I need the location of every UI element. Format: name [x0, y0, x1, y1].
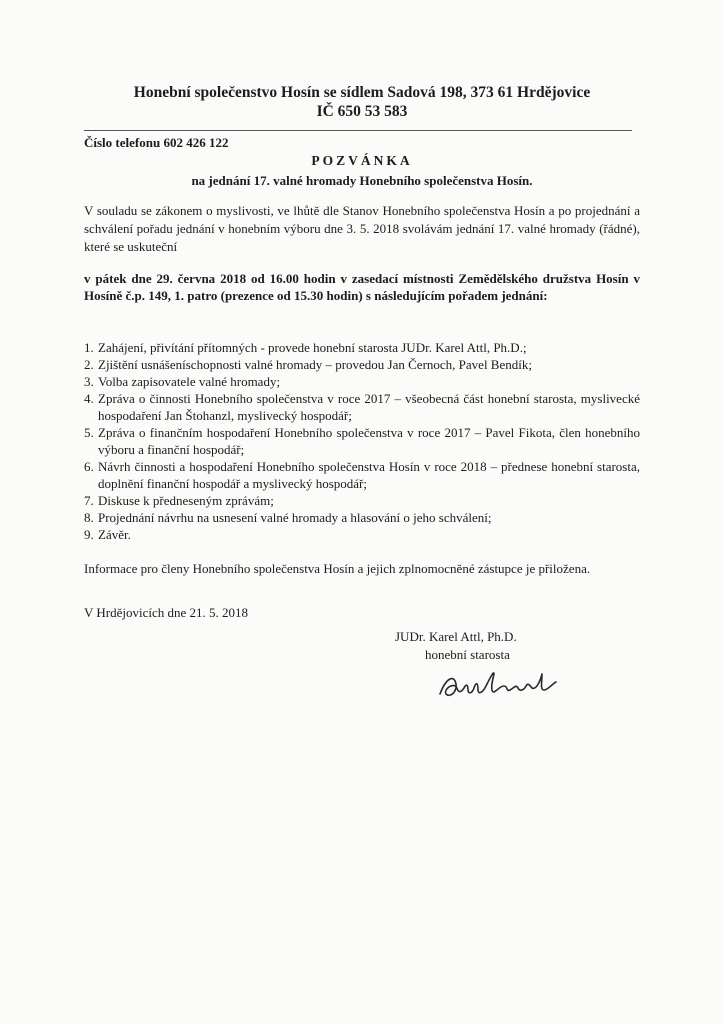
document-subtitle: na jednání 17. valné hromady Honebního společenstva Hosín. [191, 173, 533, 188]
agenda-item [84, 458, 640, 492]
agenda-item [84, 390, 640, 424]
agenda-item [84, 373, 640, 390]
letterhead-org-address: Honební společenstvo Hosín se sídlem Sadová 198, 373 61 Hrdějovice [133, 84, 591, 101]
agenda-item-number: 6. [84, 459, 94, 474]
info-paragraph: Informace pro členy Honebního společenstva Hosín a jejich zplnomocněné zástupce je přiložena. [84, 561, 591, 576]
agenda-item [84, 526, 640, 543]
agenda-item [84, 509, 640, 526]
agenda-item-text: Návrh činnosti a hospodaření Honebního společenstva Hosín v roce 2018 – přednese honební starosta, doplnění finanční hospodář a myslivecký hospodář; [98, 459, 640, 491]
agenda-item-number: 8. [84, 510, 94, 525]
agenda-item [84, 424, 640, 458]
agenda-item-number: 3. [84, 374, 94, 389]
header-divider [84, 130, 632, 131]
agenda-item-text: Zahájení, přivítání přítomných - provede honební starosta JUDr. Karel Attl, Ph.D.; [98, 340, 527, 355]
agenda-item-number: 7. [84, 493, 94, 508]
agenda-item-number: 5. [84, 425, 94, 440]
agenda-item-number: 4. [84, 391, 94, 406]
letterhead-company-id: IČ 650 53 583 [316, 103, 408, 120]
agenda-item-number: 2. [84, 357, 94, 372]
agenda-item-text: Závěr. [98, 527, 131, 542]
agenda-item-text: Diskuse k předneseným zprávám; [98, 493, 274, 508]
agenda-item [84, 339, 640, 356]
agenda-item [84, 356, 640, 373]
agenda-item-text: Volba zapisovatele valné hromady; [98, 374, 281, 389]
letterhead [84, 83, 640, 121]
document-title: POZVÁNKA [311, 153, 413, 168]
phone-number: Číslo telefonu 602 426 122 [84, 135, 229, 150]
signatory-role: honební starosta [425, 647, 510, 662]
agenda-item-number: 1. [84, 340, 94, 355]
place-and-date: V Hrdějovicích dne 21. 5. 2018 [84, 605, 249, 620]
agenda-list [84, 339, 640, 543]
agenda-item [84, 492, 640, 509]
signatory-name: JUDr. Karel Attl, Ph.D. [395, 629, 517, 644]
agenda-item-text: Zpráva o finančním hospodaření Honebního společenstva v roce 2017 – Pavel Fikota, člen honebního výboru a finanční hospodář; [98, 425, 640, 457]
agenda-item-text: Zjištění usnášeníschopnosti valné hromady – provedou Jan Černoch, Pavel Bendík; [98, 357, 532, 372]
intro-paragraph: V souladu se zákonem o myslivosti, ve lhůtě dle Stanov Honebního společenstva Hosín a po projednání a schválení pořadu jednání v honebním výboru dne 3. 5. 2018 svolávám jednání 17. valné hromady (řádné), které se uskuteční [84, 203, 640, 254]
agenda-item-number: 9. [84, 527, 94, 542]
agenda-item-text: Projednání návrhu na usnesení valné hromady a hlasování o jeho schválení; [98, 510, 492, 525]
agenda-item-text: Zpráva o činnosti Honebního společenstva v roce 2017 – všeobecná část honební starosta, myslivecké hospodaření Jan Štohanzl, myslivecký hospodář; [98, 391, 640, 423]
meeting-date-place: v pátek dne 29. června 2018 od 16.00 hodin v zasedací místnosti Zemědělského družstva Hosín v Hosíně č.p. 149, 1. patro (prezence od 15.30 hodin) s následujícím pořadem jednání: [84, 271, 640, 303]
handwritten-signature [432, 660, 572, 710]
